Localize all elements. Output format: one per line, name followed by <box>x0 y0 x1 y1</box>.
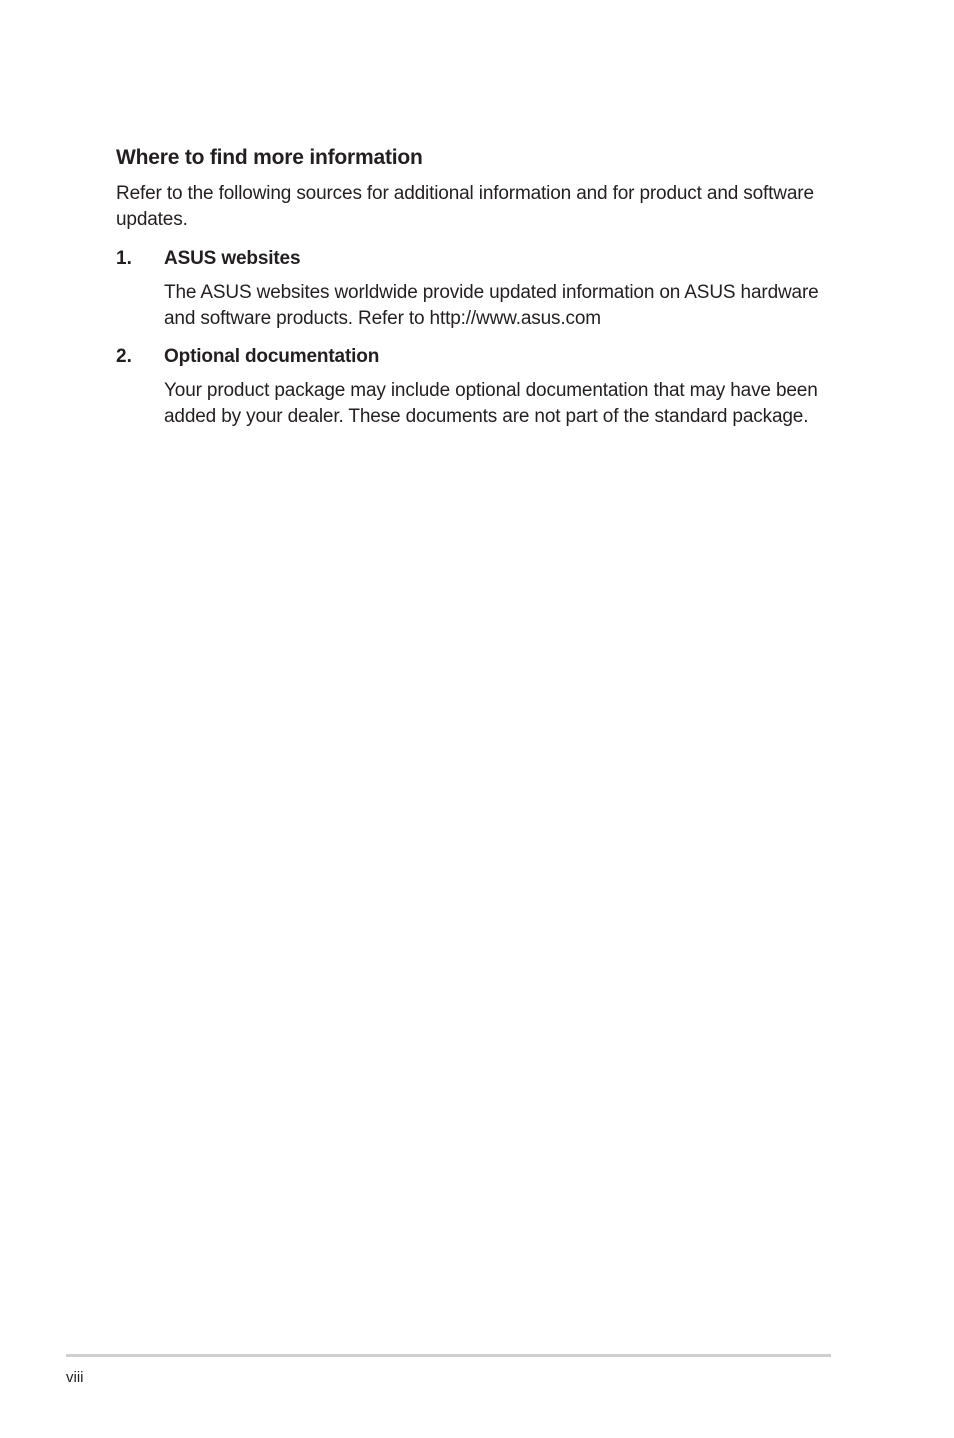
section-heading: Where to find more information <box>116 146 423 169</box>
list-item-body-asus-websites: The ASUS websites worldwide provide updated information on ASUS hardware and software products. Refer to http://www.asus.com <box>164 282 819 329</box>
footer-divider <box>66 1354 831 1357</box>
list-item-body-optional-documentation: Your product package may include optional documentation that may have been added by your dealer. These documents are not part of the standard package. <box>164 380 818 427</box>
intro-paragraph: Refer to the following sources for additional information and for product and software updates. <box>116 183 814 230</box>
page-number: viii <box>66 1369 84 1386</box>
list-item-number: 1. <box>116 248 132 269</box>
list-item-title-optional-documentation: Optional documentation <box>164 346 380 367</box>
list-item-title-asus-websites: ASUS websites <box>164 248 301 269</box>
list-item-number: 2. <box>116 346 132 367</box>
